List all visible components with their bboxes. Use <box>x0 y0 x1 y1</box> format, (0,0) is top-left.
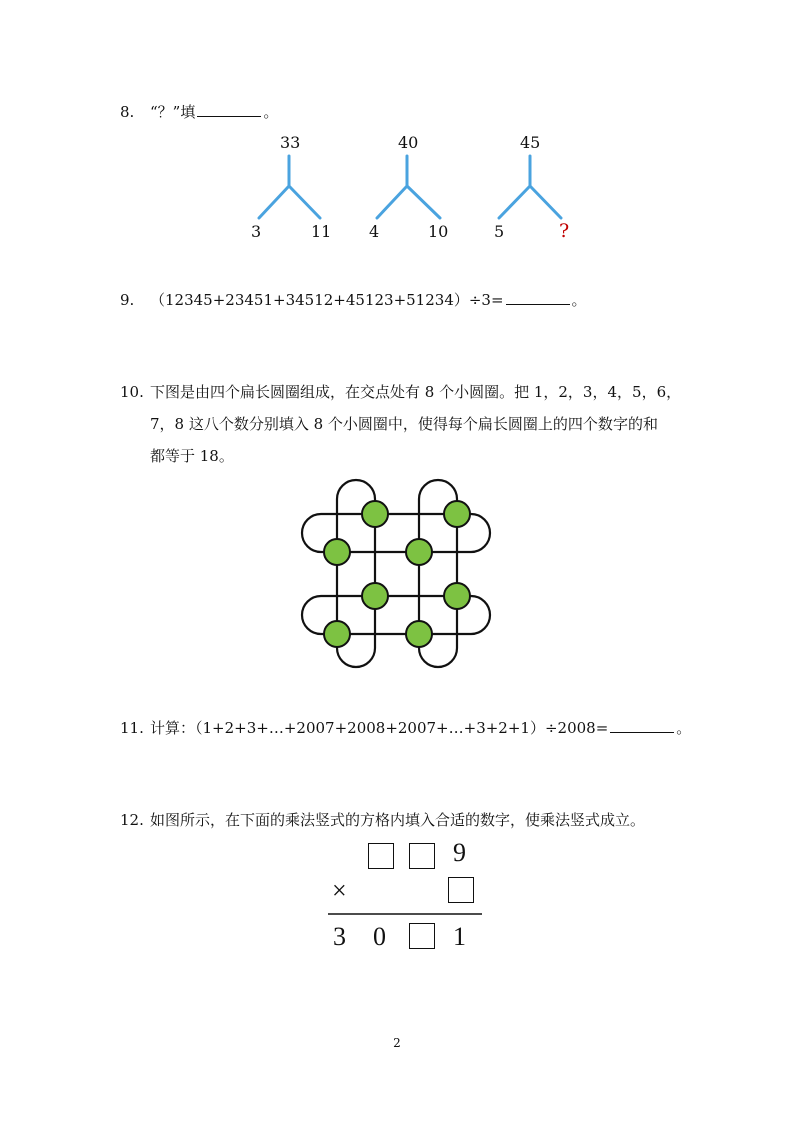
question-number: 10. <box>120 383 144 401</box>
small-circle-3 <box>324 539 350 565</box>
digit-box-result[interactable] <box>409 923 435 949</box>
row1-digit: 9 <box>453 838 466 867</box>
answer-blank[interactable] <box>610 716 674 733</box>
question-number: 12. <box>120 811 144 829</box>
question-text-line-1: 下图是由四个扁长圆圈组成，在交点处有 8 个小圆圈。把 1，2，3，4，5，6， <box>150 383 682 401</box>
digit-box-row1-1[interactable] <box>368 843 394 869</box>
small-circle-2 <box>444 501 470 527</box>
question-number: 9. <box>120 291 135 309</box>
tree-3-branches <box>499 156 561 218</box>
question-12 <box>120 804 645 836</box>
question-9: 9. （12345+23451+34512+45123+51234）÷3= 。 <box>120 284 587 316</box>
question-expression: 计算：（1+2+3+…+2007+2008+2007+…+3+2+1）÷2008= <box>150 719 609 737</box>
tree-1-left: 3 <box>251 222 262 241</box>
question-11: 11. 计算：（1+2+3+…+2007+2008+2007+…+3+2+1）÷2008= 。 <box>120 712 691 744</box>
question-text-line-2: 7，8 这八个数分别填入 8 个小圆圈中，使得每个扁长圆圈上的四个数字的和 <box>150 415 658 433</box>
digit-box-row1-2[interactable] <box>409 843 435 869</box>
small-circle-4 <box>406 539 432 565</box>
tree-2-branches <box>377 156 440 218</box>
question-text: “？”填 <box>150 103 196 121</box>
answer-blank[interactable] <box>506 288 570 305</box>
digit-box-row2[interactable] <box>448 877 474 903</box>
tree-3-left: 5 <box>494 222 505 241</box>
result-digit-1: 3 <box>333 922 346 951</box>
tree-1-top: 33 <box>280 133 301 152</box>
question-text: 如图所示，在下面的乘法竖式的方格内填入合适的数字，使乘法竖式成立。 <box>150 811 646 829</box>
result-digit-2: 0 <box>373 922 386 951</box>
tree-2-top: 40 <box>398 133 419 152</box>
small-circle-6 <box>444 583 470 609</box>
tree-1-right: 11 <box>311 222 332 241</box>
question-8: 8. “？”填 。 <box>120 96 278 128</box>
question-text-line-3: 都等于 18。 <box>150 447 234 465</box>
small-circle-7 <box>324 621 350 647</box>
question-number: 8. <box>120 103 135 121</box>
tree-2-right: 10 <box>428 222 449 241</box>
tree-1-branches <box>259 156 320 218</box>
result-digit-4: 1 <box>453 922 466 951</box>
question-number: 11. <box>120 719 144 737</box>
tree-2-left: 4 <box>369 222 380 241</box>
tree-3-top: 45 <box>520 133 541 152</box>
small-circle-1 <box>362 501 388 527</box>
question-10 <box>120 376 681 408</box>
small-circle-5 <box>362 583 388 609</box>
times-sign: × <box>332 876 347 905</box>
question-expression: （12345+23451+34512+45123+51234）÷3= <box>150 291 504 309</box>
small-circle-8 <box>406 621 432 647</box>
page-number: 2 <box>393 1036 401 1050</box>
tree-3-question-mark: ? <box>559 220 570 242</box>
